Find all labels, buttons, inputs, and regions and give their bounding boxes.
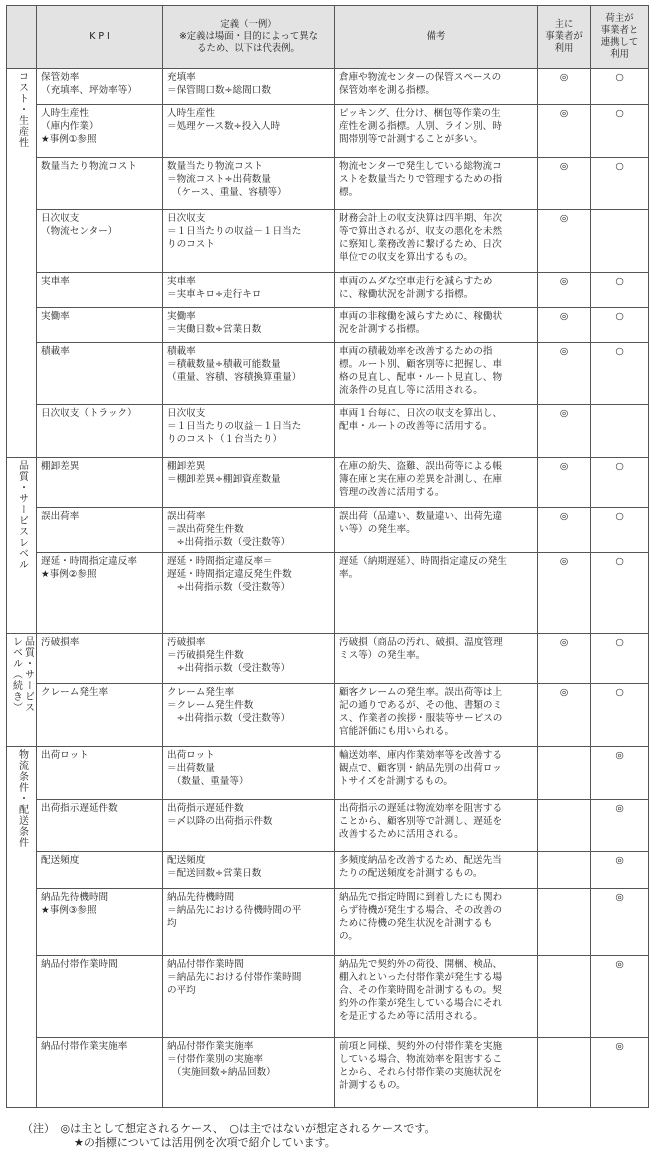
remarks-cell: 出荷指示の遅延は物流効率を阻害する ことから、顧客別等で計測し、遅延を 改善するために活用される。: [335, 800, 538, 852]
header-definition: 定義（一例） ※定義は場面・目的によって異な るため、以下は代表例。: [163, 6, 335, 69]
definition-cell: クレーム発生率 ＝クレーム発生件数 ÷出荷指示数（受注数等）: [163, 684, 335, 747]
kpi-name-cell: 保管効率 （充填率、坪効率等）: [37, 69, 163, 105]
table-row: [7, 343, 649, 405]
shipper-user-mark: ○: [591, 69, 649, 105]
definition-cell: 実車率 ＝実車キロ÷走行キロ: [163, 273, 335, 308]
remarks-cell: 前項と同様、契約外の付帯作業を実施 している場合、物流効率を阻害するこ とから、それら付帯作業の実施状況を 計測するもの。: [335, 1038, 538, 1108]
remarks-cell: 汚破損（商品の汚れ、破損、温度管理 ミス等）の発生率。: [335, 634, 538, 684]
shipper-user-mark: ◎: [591, 747, 649, 800]
footnote: [22, 1122, 436, 1150]
kpi-name-cell: 実働率: [37, 308, 163, 343]
definition-cell: 出荷ロット ＝出荷数量 （数量、重量等）: [163, 747, 335, 800]
kpi-name-cell: 人時生産性 （庫内作業） ★事例①参照: [37, 105, 163, 158]
table-row: [7, 69, 649, 105]
table-row: [7, 105, 649, 158]
table-row: [7, 210, 649, 273]
header-kpi: K P I: [37, 6, 163, 69]
remarks-cell: ピッキング、仕分け、梱包等作業の生 産性を測る指標。人別、ライン別、時 間帯別等で計測することが多い。: [335, 105, 538, 158]
main-user-mark: ◎: [538, 308, 591, 343]
main-user-mark: ◎: [538, 105, 591, 158]
shipper-user-mark: ○: [591, 634, 649, 684]
main-user-mark: ◎: [538, 210, 591, 273]
remarks-cell: 車両の非稼働を減らすために、稼働状 況を計測する指標。: [335, 308, 538, 343]
footnote-line-2: ★の指標については活用例を次項で紹介しています。: [74, 1136, 336, 1149]
kpi-name-cell: 出荷指示遅延件数: [37, 800, 163, 852]
table-row: [7, 747, 649, 800]
kpi-name-cell: 遅延・時間指定違反率 ★事例②参照: [37, 553, 163, 634]
definition-cell: 汚破損率 ＝汚破損発生件数 ÷出荷指示数（受注数等）: [163, 634, 335, 684]
shipper-user-mark: ○: [591, 684, 649, 747]
remarks-cell: 車両の積載効率を改善するための指 標。ルート別、顧客別等に把握し、車 格の見直し、配車・ルート見直し、物 流条件の見直し等に活用される。: [335, 343, 538, 405]
shipper-user-mark: ○: [591, 105, 649, 158]
table-row: [7, 956, 649, 1038]
main-user-mark: ◎: [538, 273, 591, 308]
category-logistics: [7, 747, 37, 1108]
remarks-cell: 在庫の紛失、盗難、誤出荷等による帳 簿在庫と実在庫の差異を計測し、在庫 管理の改善に活用する。: [335, 458, 538, 508]
table-row: [7, 508, 649, 553]
category-quality-continued: [7, 634, 37, 747]
main-user-mark: ◎: [538, 508, 591, 553]
table-row: [7, 1038, 649, 1108]
table-row: [7, 800, 649, 852]
definition-cell: 日次収支 ＝１日当たりの収益－１日当た りのコスト: [163, 210, 335, 273]
shipper-user-mark: ◎: [591, 889, 649, 956]
table-row: [7, 684, 649, 747]
remarks-cell: 物流センターで発生している総物流コ ストを数量当たりで管理するための指 標。: [335, 158, 538, 210]
category-cost: [7, 69, 37, 458]
table-row: [7, 852, 649, 889]
table-row: [7, 158, 649, 210]
kpi-name-cell: 積載率: [37, 343, 163, 405]
kpi-name-cell: 納品付帯作業時間: [37, 956, 163, 1038]
main-user-mark: ◎: [538, 343, 591, 405]
kpi-table-body: [7, 69, 649, 1108]
shipper-user-mark: ◎: [591, 1038, 649, 1108]
remarks-cell: 納品先で契約外の荷役、開梱、検品、 棚入れといった付帯作業が発生する場 合、その作業時間を計測するもの。契 約外の作業が発生している場合にそれ を是正するため等に活用される。: [335, 956, 538, 1038]
definition-cell: 数量当たり物流コスト ＝物流コスト÷出荷数量 （ケース、重量、容積等）: [163, 158, 335, 210]
kpi-name-cell: クレーム発生率: [37, 684, 163, 747]
shipper-user-mark: ○: [591, 308, 649, 343]
kpi-name-cell: 実車率: [37, 273, 163, 308]
definition-cell: 日次収支 ＝１日当たりの収益－１日当た りのコスト（１台当たり）: [163, 405, 335, 458]
shipper-user-mark: ◎: [591, 800, 649, 852]
shipper-user-mark: ○: [591, 458, 649, 508]
definition-cell: 配送頻度 ＝配送回数÷営業日数: [163, 852, 335, 889]
definition-cell: 出荷指示遅延件数 ＝〆以降の出荷指示件数: [163, 800, 335, 852]
kpi-name-cell: 納品先待機時間 ★事例③参照: [37, 889, 163, 956]
table-row: [7, 458, 649, 508]
kpi-name-cell: 棚卸差異: [37, 458, 163, 508]
kpi-name-cell: 納品付帯作業実施率: [37, 1038, 163, 1108]
main-user-mark: ◎: [538, 458, 591, 508]
remarks-cell: 納品先で指定時間に到着したにも関わ らず待機が発生する場合、その改善の ために待機の発生状況を計測するも の。: [335, 889, 538, 956]
main-user-mark: ◎: [538, 405, 591, 458]
remarks-cell: 多頻度納品を改善するため、配送先当 たりの配送頻度を計測するもの。: [335, 852, 538, 889]
table-row: [7, 553, 649, 634]
kpi-name-cell: 数量当たり物流コスト: [37, 158, 163, 210]
definition-cell: 遅延・時間指定違反率＝ 遅延・時間指定違反発生件数 ÷出荷指示数（受注数等）: [163, 553, 335, 634]
remarks-cell: 輸送効率、庫内作業効率等を改善する 観点で、顧客別・納品先別の出荷ロッ トサイズを計測するもの。: [335, 747, 538, 800]
table-row: [7, 273, 649, 308]
remarks-cell: 誤出荷（品違い、数量違い、出荷先違 い等）の発生率。: [335, 508, 538, 553]
definition-cell: 納品付帯作業実施率 ＝付帯作業別の実施率 （実施回数÷納品回数）: [163, 1038, 335, 1108]
main-user-mark: [538, 889, 591, 956]
kpi-name-cell: 汚破損率: [37, 634, 163, 684]
category-label: 品質・サービス: [22, 636, 34, 713]
shipper-user-mark: ○: [591, 508, 649, 553]
main-user-mark: ◎: [538, 158, 591, 210]
category-label: レベル（続き）: [10, 636, 22, 713]
shipper-user-mark: ○: [591, 553, 649, 634]
shipper-user-mark: [591, 210, 649, 273]
main-user-mark: [538, 800, 591, 852]
main-user-mark: [538, 956, 591, 1038]
shipper-user-mark: ○: [591, 273, 649, 308]
kpi-table: [6, 5, 649, 1108]
table-row: [7, 308, 649, 343]
definition-cell: 棚卸差異 ＝棚卸差異÷棚卸資産数量: [163, 458, 335, 508]
definition-cell: 積載率 ＝積載数量÷積載可能数量 （重量、容積、容積換算重量）: [163, 343, 335, 405]
table-row: [7, 889, 649, 956]
table-row: [7, 634, 649, 684]
main-user-mark: ◎: [538, 634, 591, 684]
category-label: コスト・生産性: [16, 71, 28, 148]
category-label: 物流条件・配送条件: [16, 749, 28, 848]
definition-cell: 実働率 ＝実働日数÷営業日数: [163, 308, 335, 343]
shipper-user-mark: ◎: [591, 956, 649, 1038]
main-user-mark: [538, 747, 591, 800]
main-user-mark: ◎: [538, 69, 591, 105]
remarks-cell: 倉庫や物流センターの保管スペースの 保管効率を測る指標。: [335, 69, 538, 105]
header-category-cell: [7, 6, 37, 69]
remarks-cell: 財務会計上の収支決算は四半期、年次 等で算出されるが、収支の悪化を未然 に察知し業務改善に繋げるため、日次 単位での収支を算出するもの。: [335, 210, 538, 273]
definition-cell: 人時生産性 ＝処理ケース数÷投入人時: [163, 105, 335, 158]
definition-cell: 納品先待機時間 ＝納品先における待機時間の平 均: [163, 889, 335, 956]
main-user-mark: [538, 1038, 591, 1108]
table-header-row: [7, 6, 649, 69]
header-shipper-user: 荷主が 事業者と 連携して 利用: [591, 6, 649, 69]
remarks-cell: 車両のムダな空車走行を減らすため に、稼働状況を計測する指標。: [335, 273, 538, 308]
main-user-mark: ◎: [538, 553, 591, 634]
category-quality: [7, 458, 37, 634]
remarks-cell: 車両１台毎に、日次の収支を算出し、 配車・ルートの改善等に活用する。: [335, 405, 538, 458]
remarks-cell: 遅延（納期遅延）、時間指定違反の発生 率。: [335, 553, 538, 634]
kpi-name-cell: 日次収支（トラック）: [37, 405, 163, 458]
definition-cell: 納品付帯作業時間 ＝納品先における付帯作業時間 の平均: [163, 956, 335, 1038]
category-label: 品質・サービスレベル: [16, 460, 28, 570]
table-row: [7, 405, 649, 458]
kpi-name-cell: 日次収支 （物流センター）: [37, 210, 163, 273]
shipper-user-mark: ○: [591, 158, 649, 210]
shipper-user-mark: [591, 405, 649, 458]
kpi-name-cell: 配送頻度: [37, 852, 163, 889]
remarks-cell: 顧客クレームの発生率。誤出荷等は上 記の通りであるが、その他、書類のミ ス、作業者の挨拶・服装等サービスの 官能評価にも用いられる。: [335, 684, 538, 747]
kpi-name-cell: 出荷ロット: [37, 747, 163, 800]
main-user-mark: [538, 852, 591, 889]
definition-cell: 誤出荷率 ＝誤出荷発生件数 ÷出荷指示数（受注数等）: [163, 508, 335, 553]
shipper-user-mark: ◎: [591, 852, 649, 889]
header-main-user: 主に 事業者が 利用: [538, 6, 591, 69]
footnote-line-1: （注） ◎は主として想定されるケース、 ○は主ではないが想定されるケースです。: [22, 1122, 436, 1135]
shipper-user-mark: ○: [591, 343, 649, 405]
kpi-name-cell: 誤出荷率: [37, 508, 163, 553]
definition-cell: 充填率 ＝保管間口数÷総間口数: [163, 69, 335, 105]
main-user-mark: ◎: [538, 684, 591, 747]
header-remarks: 備考: [335, 6, 538, 69]
